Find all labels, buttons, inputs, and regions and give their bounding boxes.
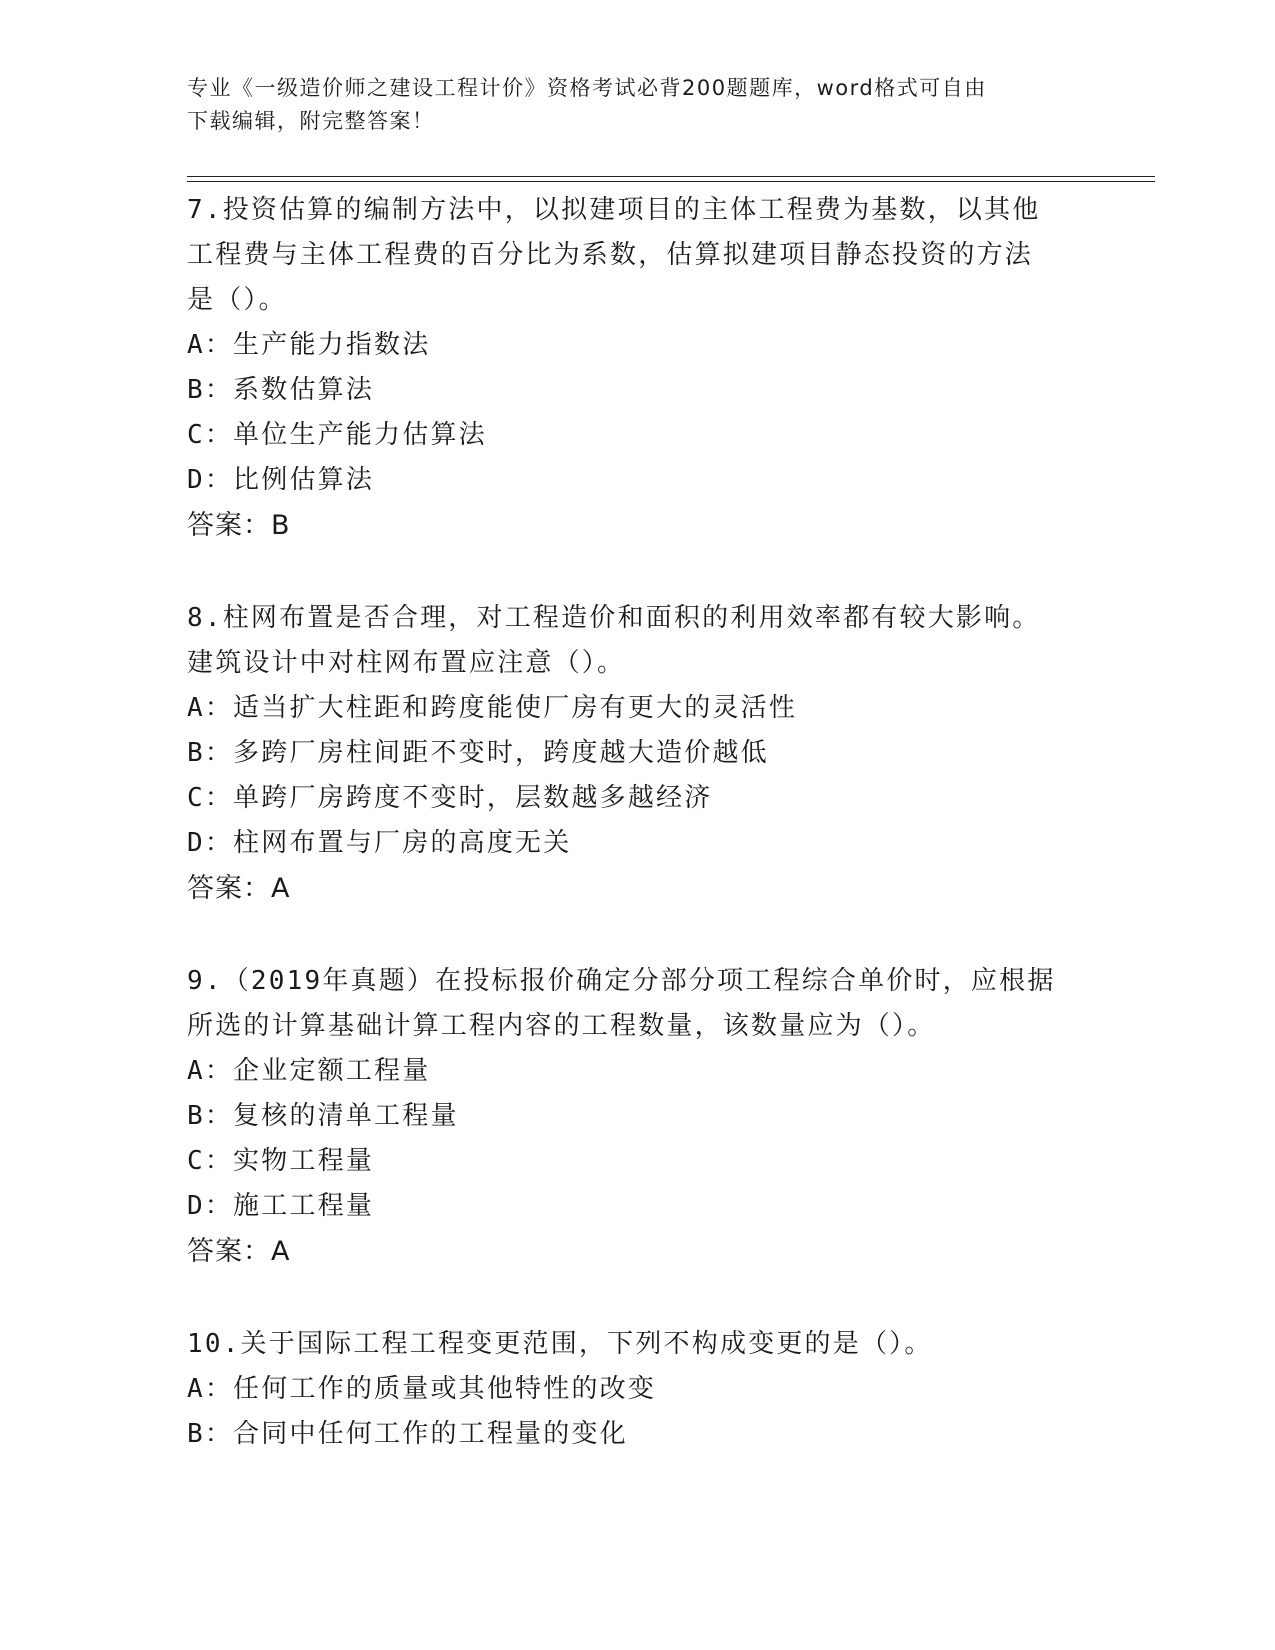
question-stem-line: 8.柱网布置是否合理，对工程造价和面积的利用效率都有较大影响。 [187,603,1041,633]
option-c: C：单位生产能力估算法 [187,420,487,450]
option-a: A：任何工作的质量或其他特性的改变 [187,1374,657,1404]
question-stem-line: 是（）。 [187,285,287,315]
option-d: D：施工工程量 [187,1191,375,1221]
spacer [187,548,1087,596]
question-stem-line: 10.关于国际工程工程变更范围，下列不构成变更的是（）。 [187,1329,933,1359]
header-line-2: 下载编辑，附完整答案！ [187,109,435,133]
question-stem-line: 9.（2019年真题）在投标报价确定分部分项工程综合单价时，应根据 [187,966,1056,996]
option-b: B：系数估算法 [187,375,375,405]
option-d: D：比例估算法 [187,465,375,495]
option-b: B：复核的清单工程量 [187,1101,459,1131]
option-b: B：合同中任何工作的工程量的变化 [187,1419,628,1449]
question-10 [187,1322,1087,1457]
question-stem-line: 建筑设计中对柱网布置应注意（）。 [187,648,626,678]
option-a: A：生产能力指数法 [187,330,431,360]
question-list [187,188,1087,1457]
document-header [187,72,1067,138]
question-stem-line: 所选的计算基础计算工程内容的工程数量，该数量应为（）。 [187,1011,936,1041]
question-stem-line: 工程费与主体工程费的百分比为系数，估算拟建项目静态投资的方法 [187,240,1034,270]
spacer [187,1274,1087,1322]
header-divider-top [187,176,1155,177]
question-stem-line: 7.投资估算的编制方法中，以拟建项目的主体工程费为基数，以其他 [187,195,1041,225]
option-c: C：实物工程量 [187,1146,375,1176]
option-d: D：柱网布置与厂房的高度无关 [187,828,572,858]
answer: 答案：B [187,510,291,541]
header-line-1: 专业《一级造价师之建设工程计价》资格考试必背200题题库，word格式可自由 [187,76,987,100]
question-7 [187,188,1087,548]
answer: 答案：A [187,873,291,904]
option-a: A：企业定额工程量 [187,1056,431,1086]
option-a: A：适当扩大柱距和跨度能使厂房有更大的灵活性 [187,693,798,723]
header-divider-bottom [187,181,1155,182]
answer: 答案：A [187,1236,291,1267]
option-b: B：多跨厂房柱间距不变时，跨度越大造价越低 [187,738,769,768]
question-8 [187,596,1087,911]
option-c: C：单跨厂房跨度不变时，层数越多越经济 [187,783,713,813]
question-9 [187,959,1087,1274]
spacer [187,911,1087,959]
